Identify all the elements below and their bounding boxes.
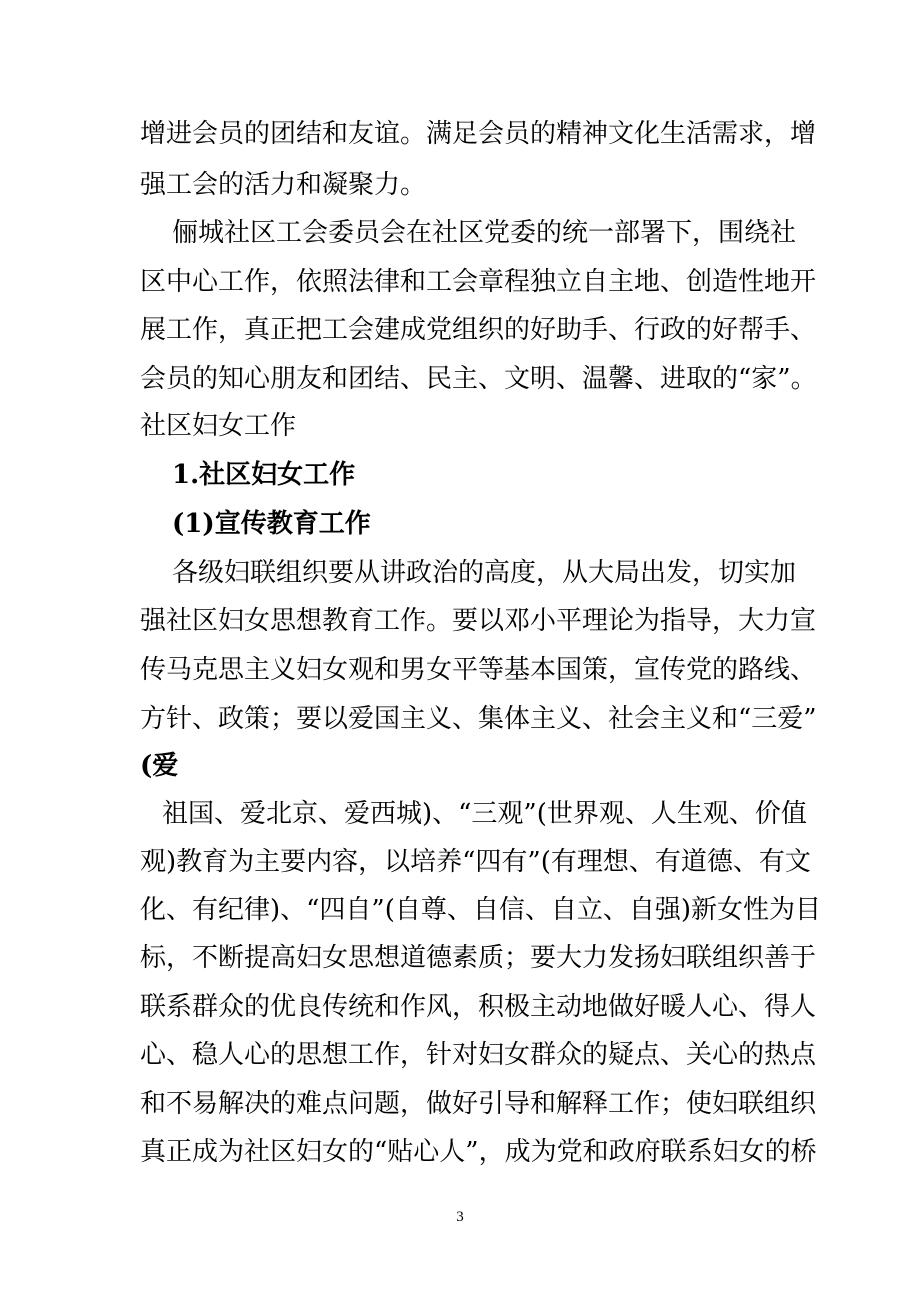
body-text-line: 真正成为社区妇女的“贴心人”，成为党和政府联系妇女的桥 xyxy=(140,1137,817,1167)
body-text-line: 心、稳人心的思想工作，针对妇女群众的疑点、关心的热点 xyxy=(140,1040,817,1070)
paragraph-first-line: 俪城社区工会委员会在社区党委的统一部署下，围绕社 xyxy=(172,218,797,248)
subsubsection-heading: (1)宣传教育工作 xyxy=(172,509,371,539)
body-text-line: 和不易解决的难点问题，做好引导和解释工作；使妇联组织 xyxy=(140,1089,817,1119)
body-text-line: 展工作，真正把工会建成党组织的好助手、行政的好帮手、 xyxy=(140,315,817,345)
page-number: 3 xyxy=(456,1209,464,1225)
body-text-line: (爱 xyxy=(140,751,179,781)
body-text-line: 会员的知心朋友和团结、民主、文明、温馨、进取的“家”。 xyxy=(140,364,817,394)
body-text-line: 增进会员的团结和友谊。满足会员的精神文化生活需求，增 xyxy=(140,119,817,149)
body-text-line: 传马克思主义妇女观和男女平等基本国策，宣传党的路线、 xyxy=(140,655,817,685)
subsection-heading: 1.社区妇女工作 xyxy=(172,460,356,490)
body-text-line: 区中心工作，依照法律和工会章程独立自主地、创造性地开 xyxy=(140,267,817,297)
body-text-line: 方针、政策；要以爱国主义、集体主义、社会主义和“三爱” xyxy=(140,704,817,734)
body-text-line: 化、有纪律)、“四自”(自尊、自信、自立、自强)新女性为目 xyxy=(140,895,822,925)
body-text-line: 强社区妇女思想教育工作。要以邓小平理论为指导，大力宣 xyxy=(140,606,817,636)
body-text-line: 观)教育为主要内容，以培养“四有”(有理想、有道德、有文 xyxy=(140,847,811,877)
body-text-line: 强工会的活力和凝聚力。 xyxy=(140,170,427,200)
body-text-line: 联系群众的优良传统和作风，积极主动地做好暖人心、得人 xyxy=(140,992,817,1022)
section-heading: 社区妇女工作 xyxy=(140,411,297,441)
body-text-line: 祖国、爱北京、爱西城)、“三观”(世界观、人生观、价值 xyxy=(162,799,807,829)
body-text-line: 标，不断提高妇女思想道德素质；要大力发扬妇联组织善于 xyxy=(140,943,817,973)
paragraph-first-line: 各级妇联组织要从讲政治的高度，从大局出发，切实加 xyxy=(172,558,797,588)
